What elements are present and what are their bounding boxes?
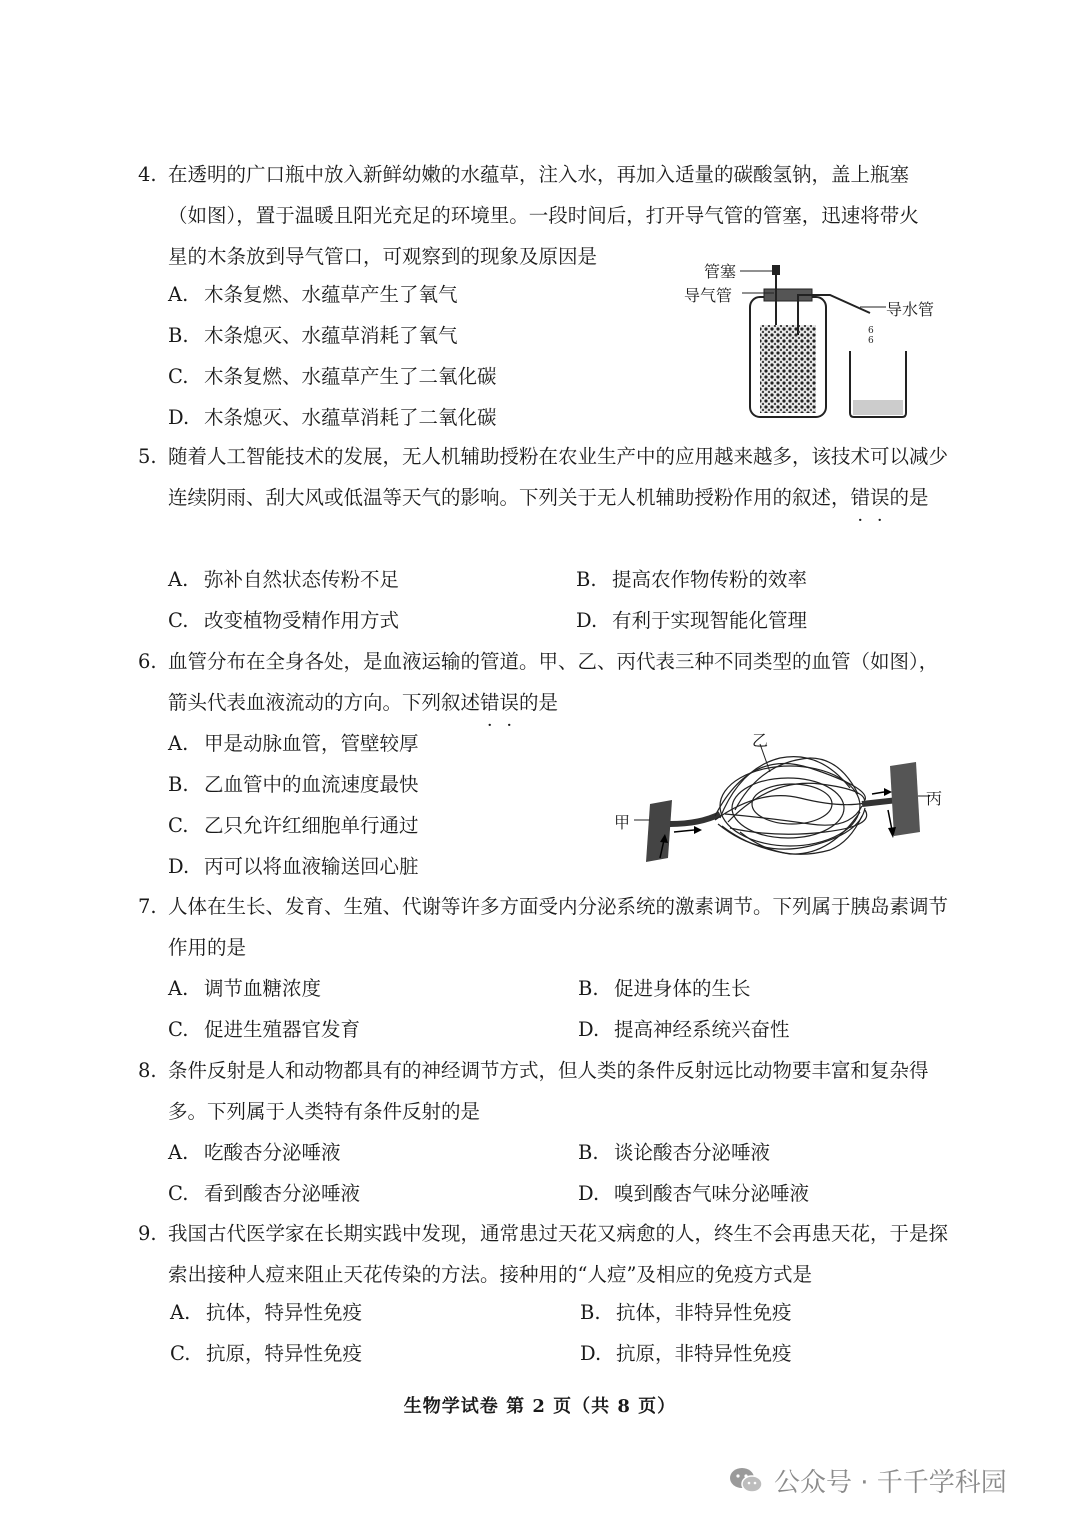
option-a: A. 木条复燃、水蕴草产生了氧气 <box>168 283 458 306</box>
option-d: D. 提高神经系统兴奋性 <box>578 1018 790 1041</box>
question-stem: 血管分布在全身各处，是血液运输的管道。甲、乙、丙代表三种不同类型的血管（如图），箭头代表血液流动的方向。下列叙述错 · 误 · 的是 <box>168 650 939 736</box>
option-c: C. 乙只允许红细胞单行通过 <box>168 814 419 837</box>
option-d: D. 有利于实现智能化管理 <box>576 609 808 632</box>
blood-vessel-drawing <box>610 728 950 868</box>
option-b: B. 抗体，非特异性免疫 <box>580 1301 792 1324</box>
question-stem: 人体在生长、发育、生殖、代谢等许多方面受内分泌系统的激素调节。下列属于胰岛素调节作用的是 <box>168 895 949 959</box>
option-c: C. 促进生殖器官发育 <box>168 1018 361 1041</box>
question-stem: 在透明的广口瓶中放入新鲜幼嫩的水蕴草，注入水，再加入适量的碳酸氢钠，盖上瓶塞（如图），置于温暖且阳光充足的环境里。一段时间后，打开导气管的管塞，迅速将带火星的木条放到导气管口，可观察到的现象及原因是 <box>168 163 919 268</box>
question-7 <box>138 886 948 968</box>
question-number: 9. <box>138 1222 157 1245</box>
label-stopper: 管塞 <box>704 262 737 281</box>
page-footer: 生物学试卷 第 2 页（共 8 页） <box>403 1396 677 1417</box>
option-a: A. 吃酸杏分泌唾液 <box>168 1141 341 1164</box>
label-jia: 甲 <box>614 813 631 832</box>
option-d: D. 木条熄灭、水蕴草消耗了二氧化碳 <box>168 406 497 429</box>
option-b: B. 谈论酸杏分泌唾液 <box>578 1141 771 1164</box>
option-a: A. 抗体，特异性免疫 <box>170 1301 363 1324</box>
question-number: 6. <box>138 650 157 673</box>
option-c: C. 看到酸杏分泌唾液 <box>168 1182 361 1205</box>
emphasis-text: 错 · 误 · <box>850 486 890 531</box>
svg-text:6: 6 <box>868 326 874 336</box>
blood-vessel-figure <box>610 728 950 868</box>
svg-text:6: 6 <box>868 336 874 346</box>
question-5 <box>138 436 949 531</box>
question-stem: 条件反射是人和动物都具有的神经调节方式，但人类的条件反射远比动物要丰富和复杂得多。下列属于人类特有条件反射的是 <box>168 1059 929 1123</box>
option-b: B. 木条熄灭、水蕴草消耗了氧气 <box>168 324 458 347</box>
label-gas-tube: 导气管 <box>684 286 733 305</box>
option-d: D. 嗅到酸杏气味分泌唾液 <box>578 1182 810 1205</box>
question-9 <box>138 1213 948 1295</box>
wechat-icon <box>728 1466 764 1496</box>
question-number: 4. <box>138 163 157 186</box>
option-a: A. 弥补自然状态传粉不足 <box>168 568 400 591</box>
question-stem: 随着人工智能技术的发展，无人机辅助授粉在农业生产中的应用越来越多，该技术可以减少连续阴雨、刮大风或低温等天气的影响。下列关于无人机辅助授粉作用的叙述，错 · 误 · 的是 <box>168 445 949 531</box>
watermark-text: 公众号 · 千千学科园 <box>774 1468 1007 1498</box>
label-water-tube: 导水管 <box>886 300 935 319</box>
option-c: C. 木条复燃、水蕴草产生了二氧化碳 <box>168 365 497 388</box>
option-a: A. 甲是动脉血管，管壁较厚 <box>168 732 419 755</box>
option-c: C. 改变植物受精作用方式 <box>168 609 400 632</box>
label-yi: 乙 <box>752 731 769 750</box>
option-d: D. 抗原，非特异性免疫 <box>580 1342 792 1365</box>
option-b: B. 促进身体的生长 <box>578 977 751 1000</box>
label-bing: 丙 <box>926 789 943 808</box>
question-stem: 我国古代医学家在长期实践中发现，通常患过天花又病愈的人，终生不会再患天花，于是探索出接种人痘来阻止天花传染的方法。接种用的“人痘”及相应的免疫方式是 <box>168 1222 949 1286</box>
option-d: D. 丙可以将血液输送回心脏 <box>168 855 419 878</box>
watermark <box>728 1462 1007 1499</box>
question-number: 5. <box>138 445 157 468</box>
option-b: B. 乙血管中的血流速度最快 <box>168 773 419 796</box>
question-number: 8. <box>138 1059 157 1082</box>
question-6 <box>138 641 948 736</box>
option-a: A. 调节血糖浓度 <box>168 977 322 1000</box>
question-8 <box>138 1050 948 1132</box>
emphasis-text: 错 · 误 · <box>480 691 520 736</box>
option-b: B. 提高农作物传粉的效率 <box>576 568 808 591</box>
option-c: C. 抗原，特异性免疫 <box>170 1342 363 1365</box>
question-number: 7. <box>138 895 157 918</box>
jar-apparatus-figure <box>680 255 960 425</box>
